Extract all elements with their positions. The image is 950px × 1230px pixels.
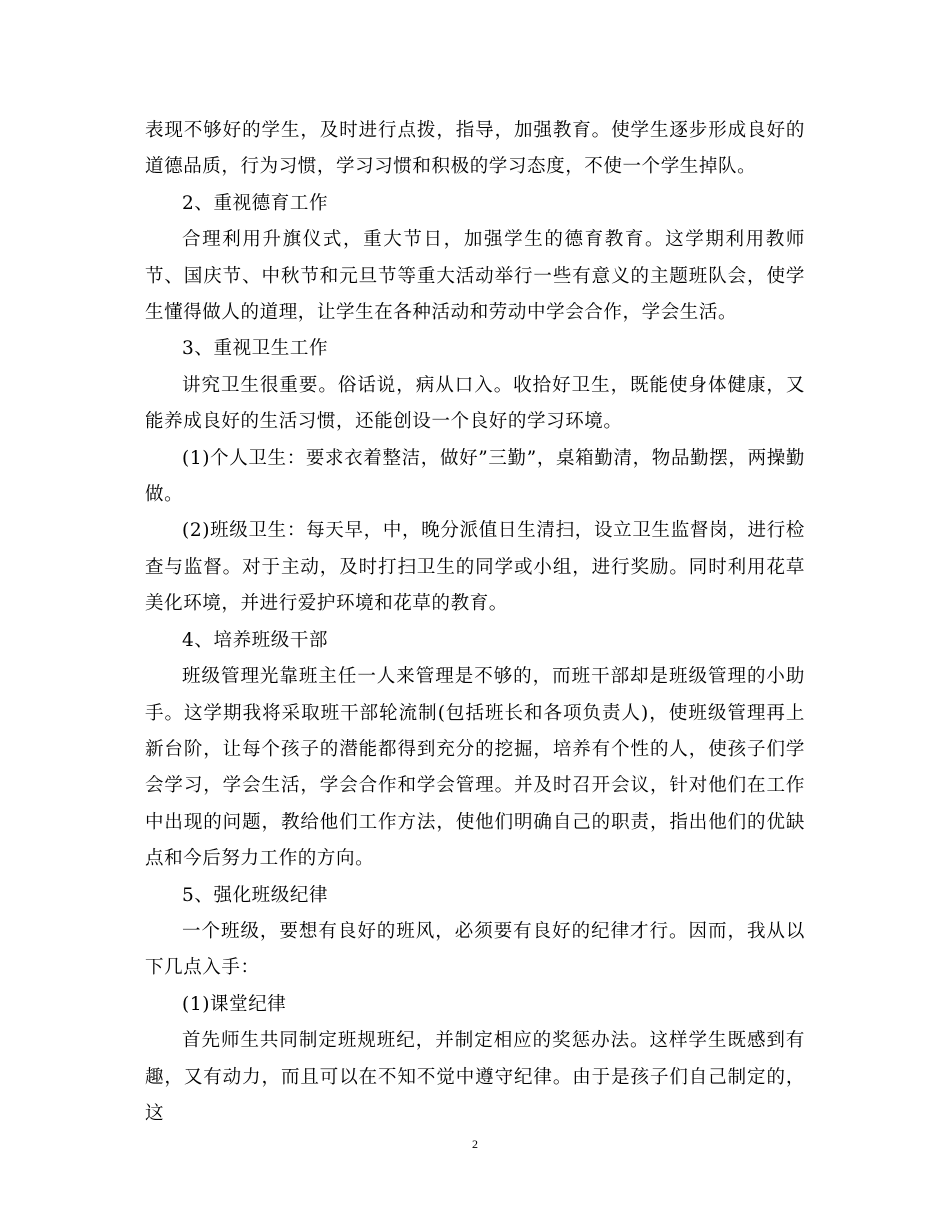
paragraph-hygiene: 讲究卫生很重要。俗话说，病从口入。收拾好卫生，既能使身体健康，又能养成良好的生活习惯，还能创设一个良好的学习环境。 (145, 374, 805, 433)
paragraph-moral-education: 合理利用升旗仪式，重大节日，加强学生的德育教育。这学期利用教师节、国庆节、中秋节和元旦节等重大活动举行一些有意义的主题班队会，使学生懂得做人的道理，让学生在各种活动和劳动中学会合作，学会生活。 (145, 229, 805, 324)
heading-class-discipline: 5、强化班级纪律 (182, 884, 329, 906)
heading-classroom-discipline: (1)课堂纪律 (182, 993, 287, 1015)
paragraph-class-hygiene: (2)班级卫生：每天早，中，晚分派值日生清扫，设立卫生监督岗，进行检查与监督。对于主动，及时打扫卫生的同学或小组，进行奖励。同时利用花草美化环境，并进行爱护环境和花草的教育。 (145, 520, 805, 615)
paragraph-1: 表现不够好的学生，及时进行点拨，指导，加强教育。使学生逐步形成良好的道德品质，行为习惯，学习习惯和积极的学习态度，不使一个学生掉队。 (145, 120, 805, 178)
paragraph-class-cadres: 班级管理光靠班主任一人来管理是不够的，而班干部却是班级管理的小助手。这学期我将采取班干部轮流制(包括班长和各项负责人)，使班级管理再上新台阶，让每个孩子的潜能都得到充分的挖掘，培养有个性的人，使孩子们学会学习，学会生活，学会合作和学会管理。并及时召开会议，针对他们在工作中出现的问题，教给他们工作方法，使他们明确自己的职责，指出他们的优缺点和今后努力工作的方向。 (145, 666, 805, 870)
paragraph-class-discipline: 一个班级，要想有良好的班风，必须要有良好的纪律才行。因而，我从以下几点入手： (145, 920, 805, 979)
paragraph-personal-hygiene: (1)个人卫生：要求衣着整洁，做好”三勤”，桌箱勤清，物品勤摆，两操勤做。 (145, 447, 805, 506)
heading-class-cadres: 4、培养班级干部 (182, 629, 329, 651)
body-text (145, 113, 805, 1132)
heading-moral-education: 2、重视德育工作 (182, 192, 329, 214)
heading-hygiene: 3、重视卫生工作 (182, 338, 329, 360)
paragraph-classroom-discipline: 首先师生共同制定班规班纪，并制定相应的奖惩办法。这样学生既感到有趣，又有动力，而且可以在不知不觉中遵守纪律。由于是孩子们自己制定的，这 (145, 1030, 805, 1124)
page-number: 2 (472, 1137, 478, 1151)
